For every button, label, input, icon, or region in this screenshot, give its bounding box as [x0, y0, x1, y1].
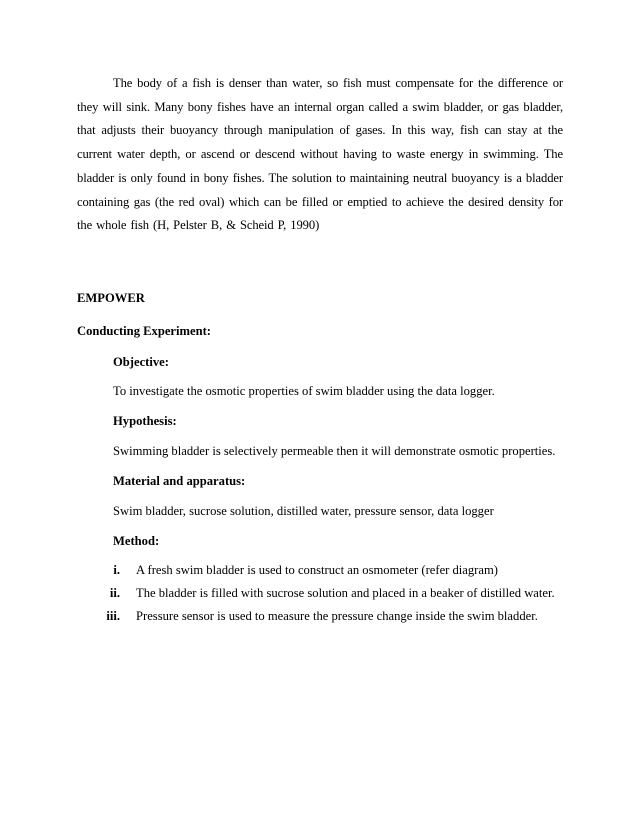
- hypothesis-heading: Hypothesis:: [113, 414, 177, 428]
- method-step-number: iii.: [106, 609, 120, 623]
- objective-text: To investigate the osmotic properties of swim bladder using the data logger.: [113, 384, 495, 398]
- materials-text: Swim bladder, sucrose solution, distilled water, pressure sensor, data logger: [113, 504, 494, 518]
- materials-heading: Material and apparatus:: [113, 474, 246, 488]
- section-subtitle: Conducting Experiment:: [77, 324, 211, 338]
- method-step-text: The bladder is filled with sucrose solution and placed in a beaker of distilled water.: [136, 586, 555, 600]
- method-heading: Method:: [113, 534, 160, 548]
- method-step-number: i.: [113, 563, 120, 577]
- method-step-text: Pressure sensor is used to measure the pressure change inside the swim bladder.: [136, 609, 538, 623]
- section-title: EMPOWER: [77, 291, 145, 305]
- hypothesis-text: Swimming bladder is selectively permeable then it will demonstrate osmotic properties.: [113, 444, 556, 458]
- method-step-text: A fresh swim bladder is used to construct an osmometer (refer diagram): [136, 563, 498, 577]
- intro-paragraph: The body of a fish is denser than water, so fish must compensate for the difference or they will sink. Many bony fishes have an internal organ called a swim bladder, or gas bladder, that adjusts their buoyancy through manipulation of gases. In this way, fish can stay at the current water depth, or ascend or descend without having to waste energy in swimming. The bladder is only found in bony fishes. The solution to maintaining neutral buoyancy is a bladder containing gas (the red oval) which can be filled or emptied to achieve the desired density for the whole fish (H, Pelster B, & Scheid P, 1990): [77, 76, 563, 233]
- method-step-number: ii.: [109, 586, 120, 600]
- objective-heading: Objective:: [113, 355, 169, 369]
